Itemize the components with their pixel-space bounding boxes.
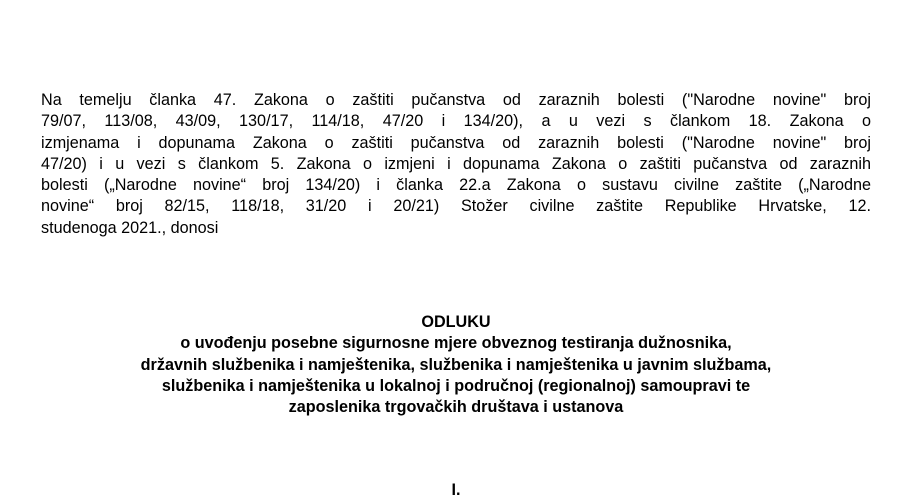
preamble-line: Na temelju članka 47. Zakona o zaštiti pučanstva od zaraznih bolesti ("Narodne novine" broj <box>41 91 871 109</box>
decision-subtitle-line: državnih službenika i namještenika, službenika i namještenika u javnim službama, <box>140 355 772 374</box>
decision-subtitle-line: zaposlenika trgovačkih društava i ustanova <box>288 398 624 417</box>
decision-heading <box>0 312 912 418</box>
preamble-line: 47/20) i u vezi s člankom 5. Zakona o izmjeni i dopunama Zakona o zaštiti pučanstva od zaraznih <box>41 154 871 173</box>
article-number: I. <box>451 481 461 499</box>
decision-subtitle-line: službenika i namještenika u lokalnoj i područnoj (regionalnoj) samoupravi te <box>161 376 751 395</box>
decision-title: ODLUKU <box>421 313 491 331</box>
preamble-paragraph <box>41 90 871 239</box>
preamble-line: studenoga 2021., donosi <box>41 218 219 237</box>
preamble-line: novine“ broj 82/15, 118/18, 31/20 i 20/21) Stožer civilne zaštite Republike Hrvatske, 12. <box>41 197 871 216</box>
preamble-line: 79/07, 113/08, 43/09, 130/17, 114/18, 47/20 i 134/20), a u vezi s člankom 18. Zakona o <box>41 112 871 131</box>
preamble-line: bolesti („Narodne novine“ broj 134/20) i članka 22.a Zakona o sustavu civilne zaštite („Narodne <box>41 176 871 195</box>
decision-subtitle-line: o uvođenju posebne sigurnosne mjere obveznog testiranja dužnosnika, <box>180 334 732 353</box>
preamble-line: izmjenama i dopunama Zakona o zaštiti pučanstva od zaraznih bolesti ("Narodne novine" broj <box>41 133 871 152</box>
